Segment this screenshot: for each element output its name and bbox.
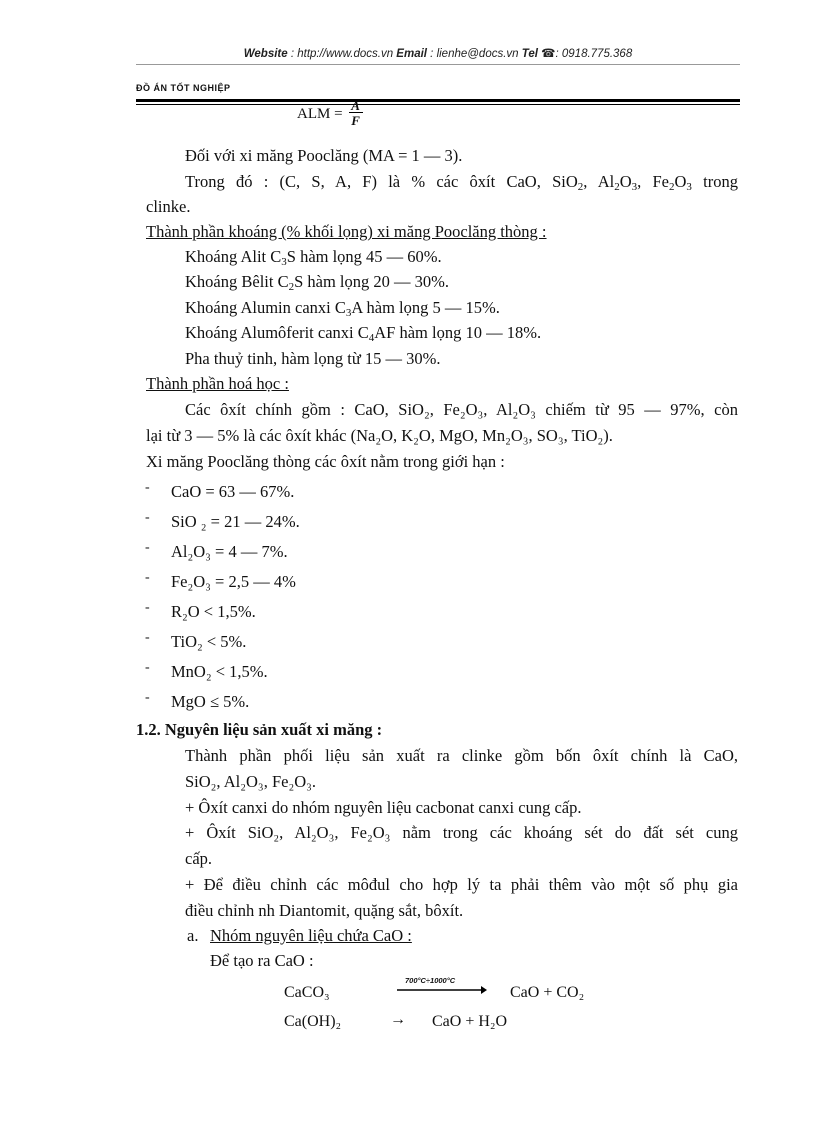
section-line: Thành phần phối liệu sản xuất ra clinke gồm bốn ôxít chính là CaO, — [185, 746, 738, 765]
heading-mineral-composition: Thành phần khoáng (% khối lọng) xi măng Pooclăng thòng : — [146, 222, 547, 241]
text-run: , Fe — [637, 172, 669, 191]
reaction2-reactant: Ca(OH)₂ — [284, 1013, 342, 1030]
bullet-dash: - — [145, 540, 150, 555]
title-rule-thick — [136, 99, 740, 102]
formula-numerator: A — [351, 98, 360, 113]
section-line: điều chỉnh nh Diantomit, quặng sắt, bôxít. — [185, 901, 464, 920]
paragraph-ma: Đối với xi măng Pooclăng (MA = 1 — 3). — [185, 146, 463, 165]
page-header — [136, 46, 740, 60]
bullet-dash: - — [145, 660, 150, 675]
reaction1-products: CaO + CO₂ — [510, 984, 585, 1001]
alm-formula — [297, 100, 363, 129]
subscript: 2 — [288, 281, 295, 293]
website-label: Website — [243, 48, 288, 60]
formula-fraction — [349, 100, 363, 129]
text-run: AF hàm lọng 10 — 18%. — [374, 323, 542, 342]
bullet-dash: - — [145, 480, 150, 495]
heading-chemical-composition: Thành phần hoá học : — [146, 374, 289, 393]
oxide-item: MgO ≤ 5%. — [171, 692, 250, 711]
text-run: , Al — [583, 172, 615, 191]
mineral-item — [185, 348, 441, 370]
text-run: Khoáng Alumin canxi C — [185, 298, 346, 317]
subscript: 4 — [368, 332, 375, 344]
paragraph-oxides-def: Trong đó : (C, S, A, F) là % các ôxít CaO, SiO$_2$, $Al_2O_3$, $Fe_2O_3$ trong — [185, 172, 738, 193]
oxide-item: Fe₂O₃ = 2,5 — 4% — [171, 572, 296, 591]
paragraph-main-oxides: Các ôxít chính gồm : CaO, SiO₂, Fe₂O₃, Al₂O₃ chiếm từ 95 — 97%, còn — [185, 400, 738, 419]
bullet-dash: - — [145, 510, 150, 525]
subscript: 3 — [345, 307, 352, 319]
bullet-dash: - — [145, 690, 150, 705]
bullet-dash: - — [145, 600, 150, 615]
oxide-item: MnO₂ < 1,5%. — [171, 662, 268, 681]
subsection-label: a. — [187, 926, 199, 945]
bullet-dash: - — [145, 570, 150, 585]
email-label: Email — [396, 48, 427, 60]
arrow-icon: → — [390, 1011, 406, 1028]
header-divider — [136, 64, 740, 65]
mineral-item — [185, 297, 500, 319]
bullet-dash: - — [145, 630, 150, 645]
section-line: + Ôxít canxi do nhóm nguyên liệu cacbonat canxi cung cấp. — [185, 798, 582, 817]
section-line: SiO₂, Al₂O₃, Fe₂O₃. — [185, 772, 316, 791]
text-run: Pha thuỷ tinh, hàm lọng từ 15 — 30%. — [185, 349, 441, 368]
tel-text: ☎: 0918.775.368 — [537, 48, 633, 60]
email-text: : lienhe@docs.vn — [426, 48, 522, 60]
oxide-item: R₂O < 1,5%. — [171, 602, 256, 621]
formula-denominator: F — [351, 113, 360, 128]
text-run: O — [619, 172, 632, 191]
reaction1-condition: 700°C÷1000°C — [405, 976, 456, 985]
subscript: 3 — [281, 256, 287, 268]
reaction1-reactant: CaCO₃ — [284, 984, 330, 1001]
text-run: O — [674, 172, 687, 191]
subsection-title: Nhóm nguyên liệu chứa CaO : — [210, 926, 412, 945]
paragraph-clinke: clinke. — [146, 197, 191, 216]
mineral-item — [185, 271, 449, 293]
reaction2-products: CaO + H₂O — [432, 1013, 508, 1030]
running-title: ĐỒ ÁN TỐT NGHIỆP — [136, 83, 231, 93]
mineral-item — [185, 246, 442, 268]
text-run: trong — [691, 172, 738, 191]
section-line: + Ôxít SiO₂, Al₂O₃, Fe₂O₃ nằm trong các khoáng sét do đất sét cung — [185, 823, 738, 842]
text-run: Khoáng Alumôferit canxi C — [185, 323, 369, 342]
section-title: 1.2. Nguyên liệu sản xuất xi măng : — [136, 720, 383, 739]
text-run: Khoáng Alit C — [185, 247, 282, 266]
paragraph-to-make: Để tạo ra CaO : — [210, 951, 314, 970]
long-arrow-icon — [395, 980, 487, 1000]
paragraph-oxide-limits: Xi măng Pooclăng thòng các ôxít nằm trong giới hạn : — [146, 452, 505, 471]
text-run: S hàm lọng 20 — 30%. — [294, 272, 449, 291]
oxide-item: TiO₂ < 5%. — [171, 632, 247, 651]
text-run: Trong đó : (C, S, A, F) là % các ôxít CaO, SiO — [185, 172, 578, 191]
tel-label: Tel — [521, 48, 538, 60]
formula-lhs: ALM = — [297, 106, 343, 122]
paragraph-other-oxides: lại từ 3 — 5% là các ôxít khác (Na₂O, K₂O, MgO, Mn₂O₃, SO₃, TiO₂). — [146, 426, 613, 445]
section-line: cấp. — [185, 849, 213, 868]
section-line: + Để điều chỉnh các môđul cho hợp lý ta phải thêm vào một số phụ gia — [185, 875, 738, 894]
text-run: S hàm lọng 45 — 60%. — [286, 247, 442, 266]
oxide-item: Al₂O₃ = 4 — 7%. — [171, 542, 288, 561]
mineral-item — [185, 322, 541, 344]
title-rule-thin — [136, 104, 740, 105]
text-run: A hàm lọng 5 — 15%. — [351, 298, 500, 317]
website-text: : http://www.docs.vn — [287, 48, 397, 60]
oxide-item: SiO ₂ = 21 — 24%. — [171, 512, 300, 531]
oxide-item: CaO = 63 — 67%. — [171, 482, 295, 501]
text-run: Khoáng Bêlit C — [185, 272, 289, 291]
